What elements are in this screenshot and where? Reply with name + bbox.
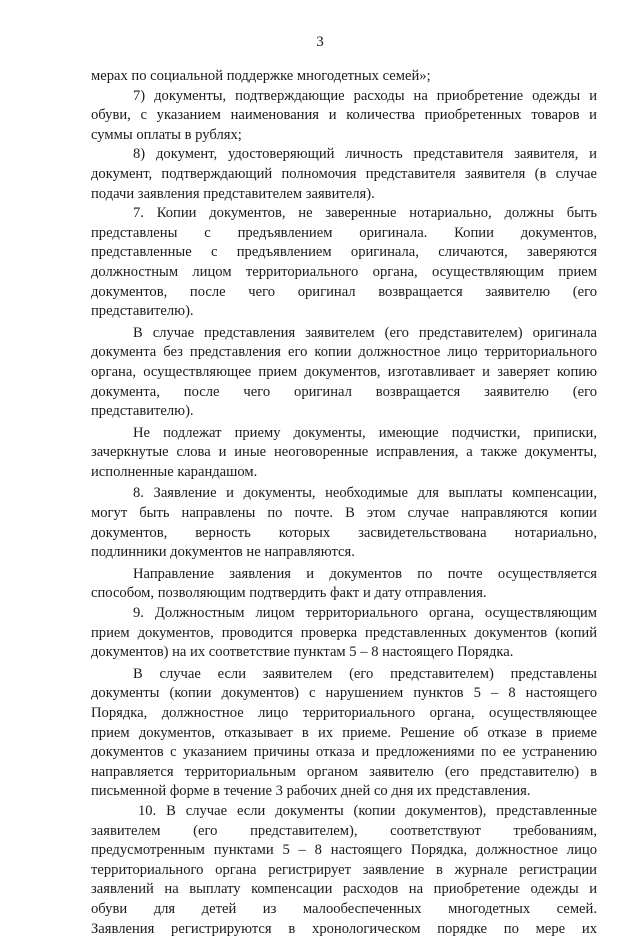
text-line: документы (копии документов) с нарушением пунктов 5 – 8 настоящего — [91, 685, 597, 702]
text-line: документ, подтверждающий полномочия представителя заявителя (в случае — [91, 165, 597, 182]
text-line: органа, осуществляющее прием документов, изготавливает и заверяет копию — [91, 363, 597, 380]
text-line: прием документов, проводится проверка представленных документов (копий — [91, 624, 597, 641]
text-line: суммы оплаты в рублях; — [91, 126, 242, 143]
text-line: Порядка, должностное лицо территориального органа, осуществляющее — [91, 705, 597, 721]
text-line: документов, верность которых засвидетельствована нотариально, — [91, 524, 597, 541]
text-line: 7) документы, подтверждающие расходы на приобретение одежды и — [133, 87, 597, 104]
text-line: В случае представления заявителем (его представителем) оригинала — [133, 324, 597, 341]
text-line: заявлений на выплату компенсации расходов на приобретение одежды и — [91, 881, 597, 898]
text-line: территориального органа регистрирует заявление в журнале регистрации — [91, 861, 597, 878]
text-line: предусмотренным пунктами 5 – 8 настоящего Порядка, должностное лицо — [91, 842, 597, 859]
text-line: Направление заявления и документов по почте осуществляется — [133, 565, 597, 582]
text-line: подлинники документов не направляются. — [91, 544, 355, 561]
text-line: зачеркнутые слова и иные неоговоренные исправления, а также документы, — [91, 444, 597, 461]
text-line: письменной форме в течение 3 рабочих дней со дня их представления. — [91, 783, 531, 800]
text-line: способом, позволяющим подтвердить факт и дату отправления. — [91, 585, 487, 602]
text-line: документа без представления его копии должностное лицо территориального — [91, 344, 597, 361]
text-line: обуви, с указанием наименования и количества приобретенных товаров и — [91, 107, 597, 124]
text-line: документов с указанием причины отказа и предложениями по ее устранению — [91, 744, 597, 761]
text-line: заявителем (его представителем), соответствуют требованиям, — [91, 822, 597, 839]
text-line: В случае если заявителем (его представителем) представлены — [133, 665, 597, 682]
text-line: 7. Копии документов, не заверенные нотариально, должны быть — [133, 205, 597, 222]
text-line: прием документов, отказывает в их приеме. Решение об отказе в приеме — [91, 724, 597, 741]
text-line: мерах по социальной поддержке многодетных семей»; — [91, 68, 431, 84]
text-line: 10. В случае если документы (копии документов), представленные — [138, 802, 597, 819]
page-number: 3 — [316, 34, 324, 50]
text-line: представлены с предъявлением оригинала. Копии документов, — [91, 224, 597, 241]
text-line: направляется территориальным органом заявителю (его представителю) в — [91, 763, 597, 780]
text-line: исполненные карандашом. — [91, 463, 258, 480]
text-line: 8) документ, удостоверяющий личность представителя заявителя, и — [133, 146, 597, 163]
text-line: представителю). — [91, 403, 194, 420]
text-line: документа, после чего оригинал возвращается заявителю (его — [91, 383, 597, 400]
text-line: подачи заявления представителем заявителя). — [91, 185, 375, 202]
text-line: представленные с предъявлением оригинала, сличаются, заверяются — [91, 244, 597, 261]
text-line: документов, после чего оригинал возвращается заявителю (его — [91, 283, 597, 300]
text-line: Не подлежат приему документы, имеющие подчистки, приписки, — [133, 424, 597, 441]
text-line: обуви для детей из малообеспеченных многодетных семей. — [91, 900, 597, 917]
text-line: документов) на их соответствие пунктам 5 – 8 настоящего Порядка. — [91, 644, 514, 661]
text-line: должностным лицом территориального органа, осуществляющим прием — [91, 263, 597, 280]
document-body — [91, 67, 597, 939]
text-line: 8. Заявление и документы, необходимые для выплаты компенсации, — [133, 485, 597, 502]
text-line: представителю). — [91, 303, 194, 320]
text-line: 9. Должностным лицом территориального органа, осуществляющим — [133, 605, 597, 622]
text-line: Заявления регистрируются в хронологическом порядке по мере их — [91, 920, 597, 937]
text-line: могут быть направлены по почте. В этом случае направляются копии — [91, 505, 597, 522]
